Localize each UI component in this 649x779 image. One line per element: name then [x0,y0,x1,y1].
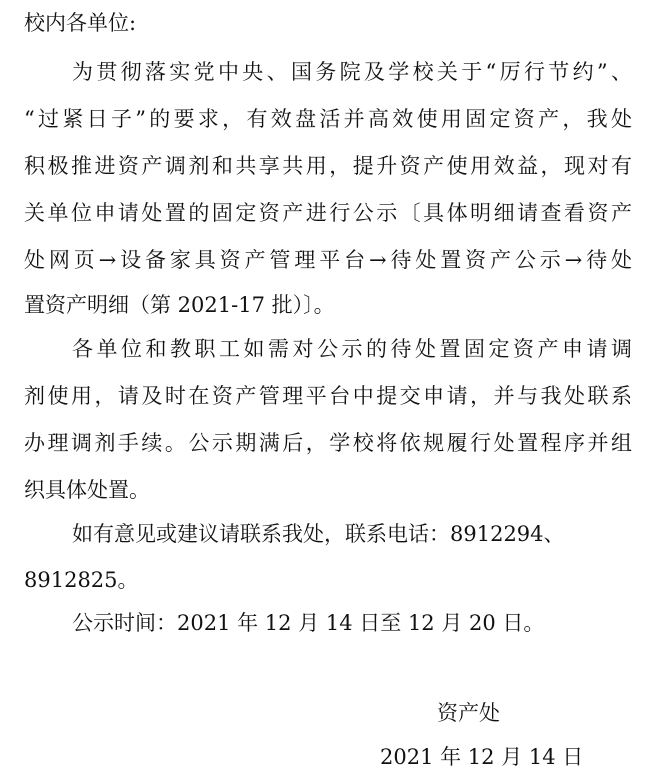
paragraph-2-line-4: 织具体处置。 [24,478,150,502]
paragraph-2-line-3: 办理调剂手续。公示期满后，学校将依规履行处置程序并组 [24,431,632,455]
paragraph-1-line-2: “过紧日子”的要求，有效盘活并高效使用固定资产，我处 [24,107,632,131]
paragraph-3-line-1: 如有意见或建议请联系我处，联系电话：8912294、 [72,522,565,546]
paragraph-2-line-2: 剂使用，请及时在资产管理平台中提交申请，并与我处联系 [24,384,632,408]
publicity-period: 公示时间：2021 年 12 月 14 日至 12 月 20 日。 [72,611,545,635]
paragraph-1-line-5: 处网页→设备家具资产管理平台→待处置资产公示→待处 [24,248,632,272]
signature-office: 资产处 [437,701,500,725]
paragraph-3-line-2: 8912825。 [24,568,139,592]
greeting: 校内各单位: [24,11,137,35]
paragraph-1-line-4: 关单位申请处置的固定资产进行公示〔具体明细请查看资产 [24,201,632,225]
paragraph-1-line-3: 积极推进资产调剂和共享共用，提升资产使用效益，现对有 [24,154,632,178]
paragraph-1-line-6: 置资产明细（第 2021-17 批）〕。 [24,293,335,317]
signature-date: 2021 年 12 月 14 日 [380,745,584,769]
paragraph-1-line-1: 为贯彻落实党中央、国务院及学校关于“厉行节约”、 [72,60,632,84]
paragraph-2-line-1: 各单位和教职工如需对公示的待处置固定资产申请调 [72,337,632,361]
